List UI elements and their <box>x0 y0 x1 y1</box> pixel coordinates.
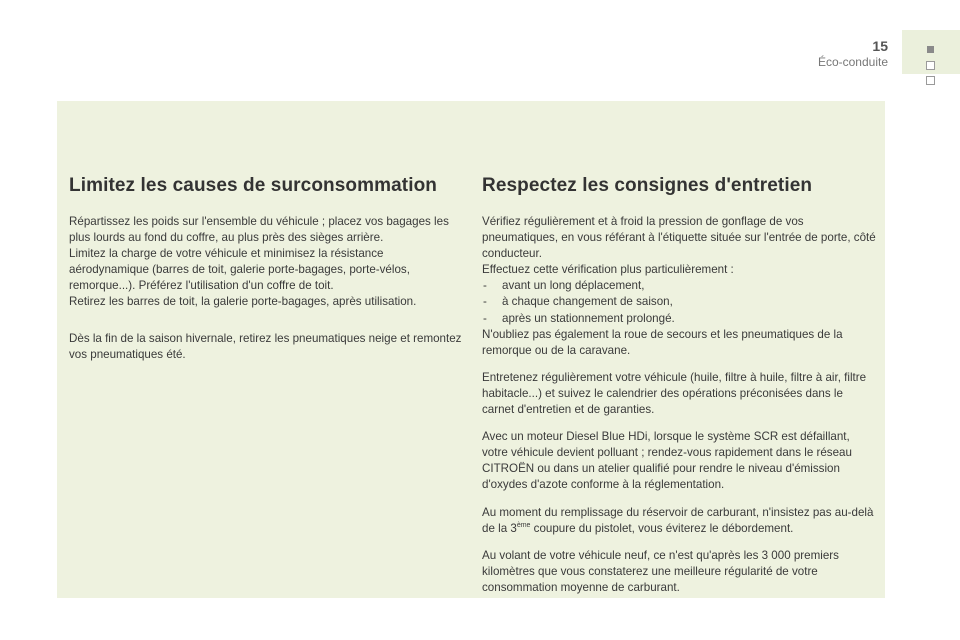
check-list <box>482 278 878 326</box>
paragraph: Dès la fin de la saison hivernale, retirez les pneumatiques neige et remontez vos pneumatiques été. <box>69 331 462 361</box>
section-label: Éco-conduite <box>817 55 888 69</box>
right-column <box>482 175 878 607</box>
list-item: - après un stationnement prolongé. <box>482 311 878 327</box>
page-number: 15 <box>872 38 888 54</box>
paragraph: Effectuez cette vérification plus particulièrement : <box>482 263 734 277</box>
paragraph: Au volant de votre véhicule neuf, ce n'est qu'après les 3 000 premiers kilomètres que vous constaterez une meilleure régularité de votre consommation moyenne de carburant. <box>482 548 839 594</box>
paragraph: Vérifiez régulièrement et à froid la pression de gonflage de vos pneumatiques, en vous référant à l'étiquette située sur l'entrée de porte, côté conducteur. <box>482 215 876 261</box>
text-fragment: Au moment du remplissage du réservoir de carburant, n'insistez pas au-delà de la 3 <box>482 505 874 535</box>
left-column <box>69 175 464 374</box>
section-markers <box>926 46 938 91</box>
section-marker <box>926 76 935 85</box>
paragraph: Avec un moteur Diesel Blue HDi, lorsque le système SCR est défaillant, votre véhicule devient polluant ; rendez-vous rapidement dans le réseau CITROËN ou dans un atelier qualifié pour rendre le niveau d'émission d'oxydes d'azote conforme à la réglementation. <box>482 430 852 492</box>
tyre-pressure-block <box>482 214 878 359</box>
right-column-title: Respectez les consignes d'entretien <box>482 175 813 196</box>
list-item: - à chaque changement de saison, <box>482 294 878 310</box>
text-line: Limitez la charge de votre véhicule et minimisez la résistance aérodynamique (barres de toit, galerie porte-bagages, porte-vélos, remorque...). Préférez l'utilisation d'un coffre de toit. <box>69 247 410 293</box>
list-item: - avant un long déplacement, <box>482 278 878 294</box>
superscript: ème <box>516 521 531 529</box>
content-panel <box>57 101 885 598</box>
text-line: Retirez les barres de toit, la galerie porte-bagages, après utilisation. <box>69 295 417 309</box>
paragraph <box>69 214 464 311</box>
section-marker <box>926 61 935 70</box>
active-section-marker <box>927 46 934 53</box>
text-line: Répartissez les poids sur l'ensemble du véhicule ; placez vos bagages les plus lourds au fond du coffre, au plus près des sièges arrière. <box>69 215 449 245</box>
paragraph: Entretenez régulièrement votre véhicule (huile, filtre à huile, filtre à air, filtre habitacle...) et suivez le calendrier des opérations préconisées dans le carnet d'entretien et de garanties. <box>482 370 867 417</box>
left-column-title: Limitez les causes de surconsommation <box>69 175 437 196</box>
text-fragment: coupure du pistolet, vous éviterez le débordement. <box>530 521 794 535</box>
paragraph: N'oubliez pas également la roue de secours et les pneumatiques de la remorque ou de la caravane. <box>482 327 843 357</box>
paragraph <box>482 505 878 537</box>
